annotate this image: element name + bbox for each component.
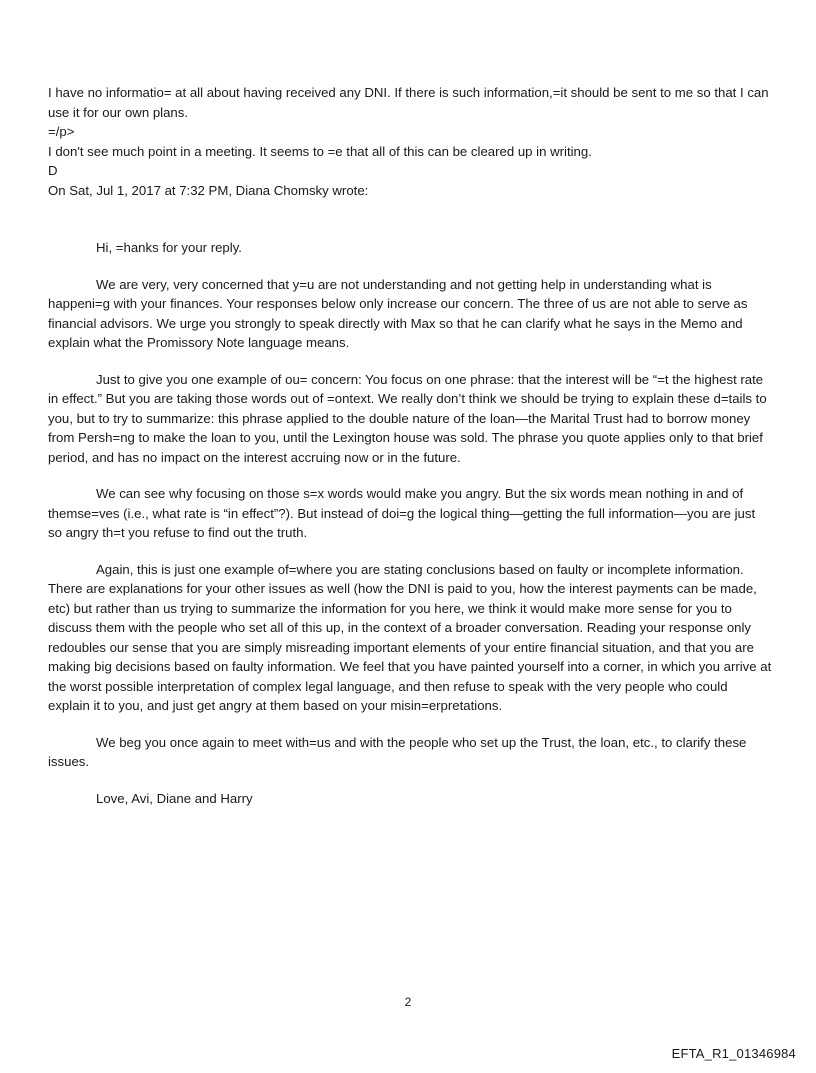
document-id: EFTA_R1_01346984 [671,1046,796,1061]
quoted-paragraph: Hi, =hanks for your reply. [96,240,242,255]
reply-paragraph: I don't see much point in a meeting. It seems to =e that all of this can be cleared up in writing. [48,143,592,159]
signature: D [48,163,58,178]
reply-paragraph: I have no informatio= at all about having received any DNI. If there is such information,=it should be sent to me so that I can use it for our own plans. [48,85,769,120]
quote-header: On Sat, Jul 1, 2017 at 7:32 PM, Diana Chomsky wrote: [48,182,369,198]
reply-paragraph-tail: =/p> [48,124,75,139]
quoted-paragraph: Just to give you one example of ou= concern: You focus on one phrase: that the interest will be “=t the highest rate in effect.” But you are taking those words out of =ontext. We really don’t think we should be trying to explain these d=tails to you, but to try to summarize: this phrase applied to the double nature of the loan—the Marital Trust had to borrow money from Persh=ng to make the loan to you, until the Lexington house was sold. The phrase you quote applies only to that brief period, and has no impact on the interest accruing now or in the future. [48,371,767,465]
quoted-paragraph: We are very, very concerned that y=u are not understanding and not getting help in understanding what is happeni=g with your finances. Your responses below only increase our concern. The three of us are not able to serve as financial advisors. We urge you strongly to speak directly with Max so that he can clarify what he says in the Memo and explain what the Promissory Note language means. [48,276,748,350]
quoted-message [48,238,772,808]
quoted-paragraph: We beg you once again to meet with=us and with the people who set up the Trust, the loan, etc., to clarify these issues. [48,734,747,769]
email-body [48,83,772,808]
page-number: 2 [404,995,412,1009]
quoted-signoff: Love, Avi, Diane and Harry [96,790,253,806]
reply-block [48,83,772,142]
quoted-paragraph: We can see why focusing on those s=x words would make you angry. But the six words mean nothing in and of themse=ves (i.e., what rate is “in effect”?). But instead of doi=g the logical thing—getting the full information—you are just so angry th=t you refuse to find out the truth. [48,486,756,540]
quoted-paragraph: Again, this is just one example of=where you are stating conclusions based on faulty or incomplete information. There are explanations for your other issues as well (how the DNI is paid to you, how the interest payments can be made, etc) but rather than us trying to summarize the information for you here, we think it would make more sense for you to discuss them with the people who set all of this up, in the context of a broader conversation. Reading your response only redoubles our sense that you are simply misreading important elements of your entire financial situation, and that you are making big decisions based on faulty information. We feel that you have painted yourself into a corner, in which you arrive at the worst possible interpretation of complex legal language, and then refuse to speak with the very people who could explain it to you, and just get angry at them based on your misin=erpretations. [48,561,772,713]
